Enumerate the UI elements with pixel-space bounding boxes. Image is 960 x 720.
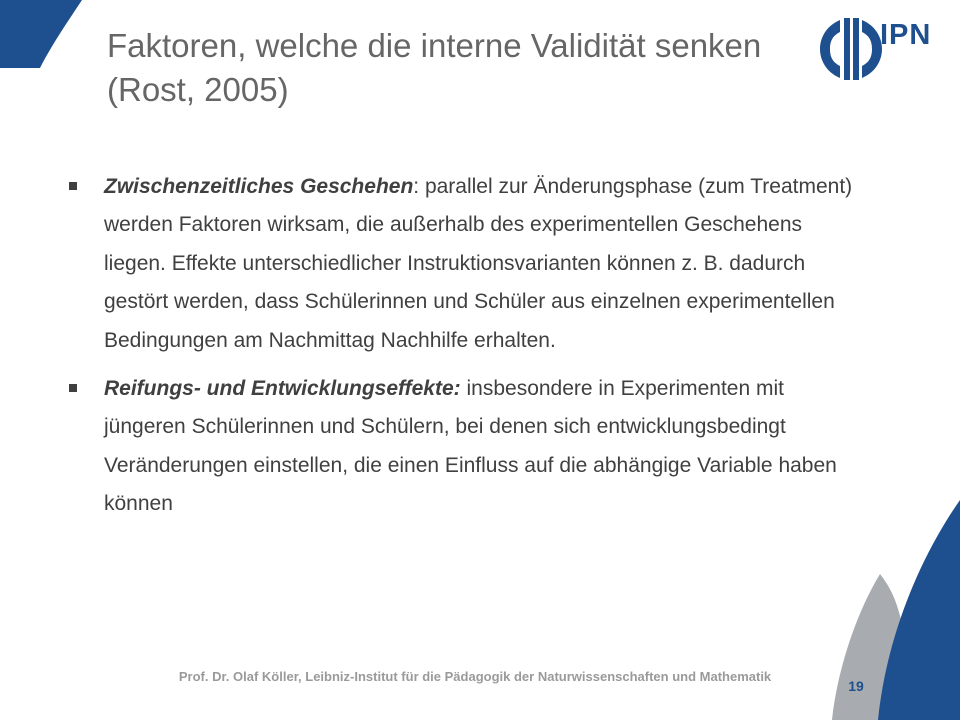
logo-text: IPN <box>880 19 932 51</box>
square-bullet-icon <box>69 384 77 392</box>
footer-author: Prof. Dr. Olaf Köller, Leibniz-Institut für die Pädagogik der Naturwissenschaften und Mathematik <box>178 669 772 684</box>
bullet-list <box>64 168 854 524</box>
bullet-item <box>64 370 854 524</box>
slide-title: Faktoren, welche die interne Validität senken (Rost, 2005) <box>107 27 762 108</box>
square-bullet-icon <box>69 182 77 190</box>
page-number: 19 <box>848 678 864 694</box>
bullet-text: : parallel zur Änderungsphase (zum Treatment) werden Faktoren wirksam, die außerhalb des experimentellen Geschehens liegen. Effekte unterschiedlicher Instruktionsvarianten können z. B. dadurch gestört werden, dass Schülerinnen und Schüler aus einzelnen experimentellen Bedingungen am Nachmittag Nachhilfe erhalten. <box>104 175 853 352</box>
top-left-corner-swoosh <box>0 0 82 68</box>
bullet-term: Reifungs- und Entwicklungseffekte: <box>104 377 461 401</box>
bullet-text: insbesondere in Experimenten mit jüngeren Schülerinnen und Schülern, bei denen sich entwicklungsbedingt Veränderungen einstellen, die einen Einfluss auf die abhängige Variable haben können <box>104 377 837 516</box>
bullet-item <box>64 168 854 360</box>
bullet-term: Zwischenzeitliches Geschehen <box>104 175 414 198</box>
